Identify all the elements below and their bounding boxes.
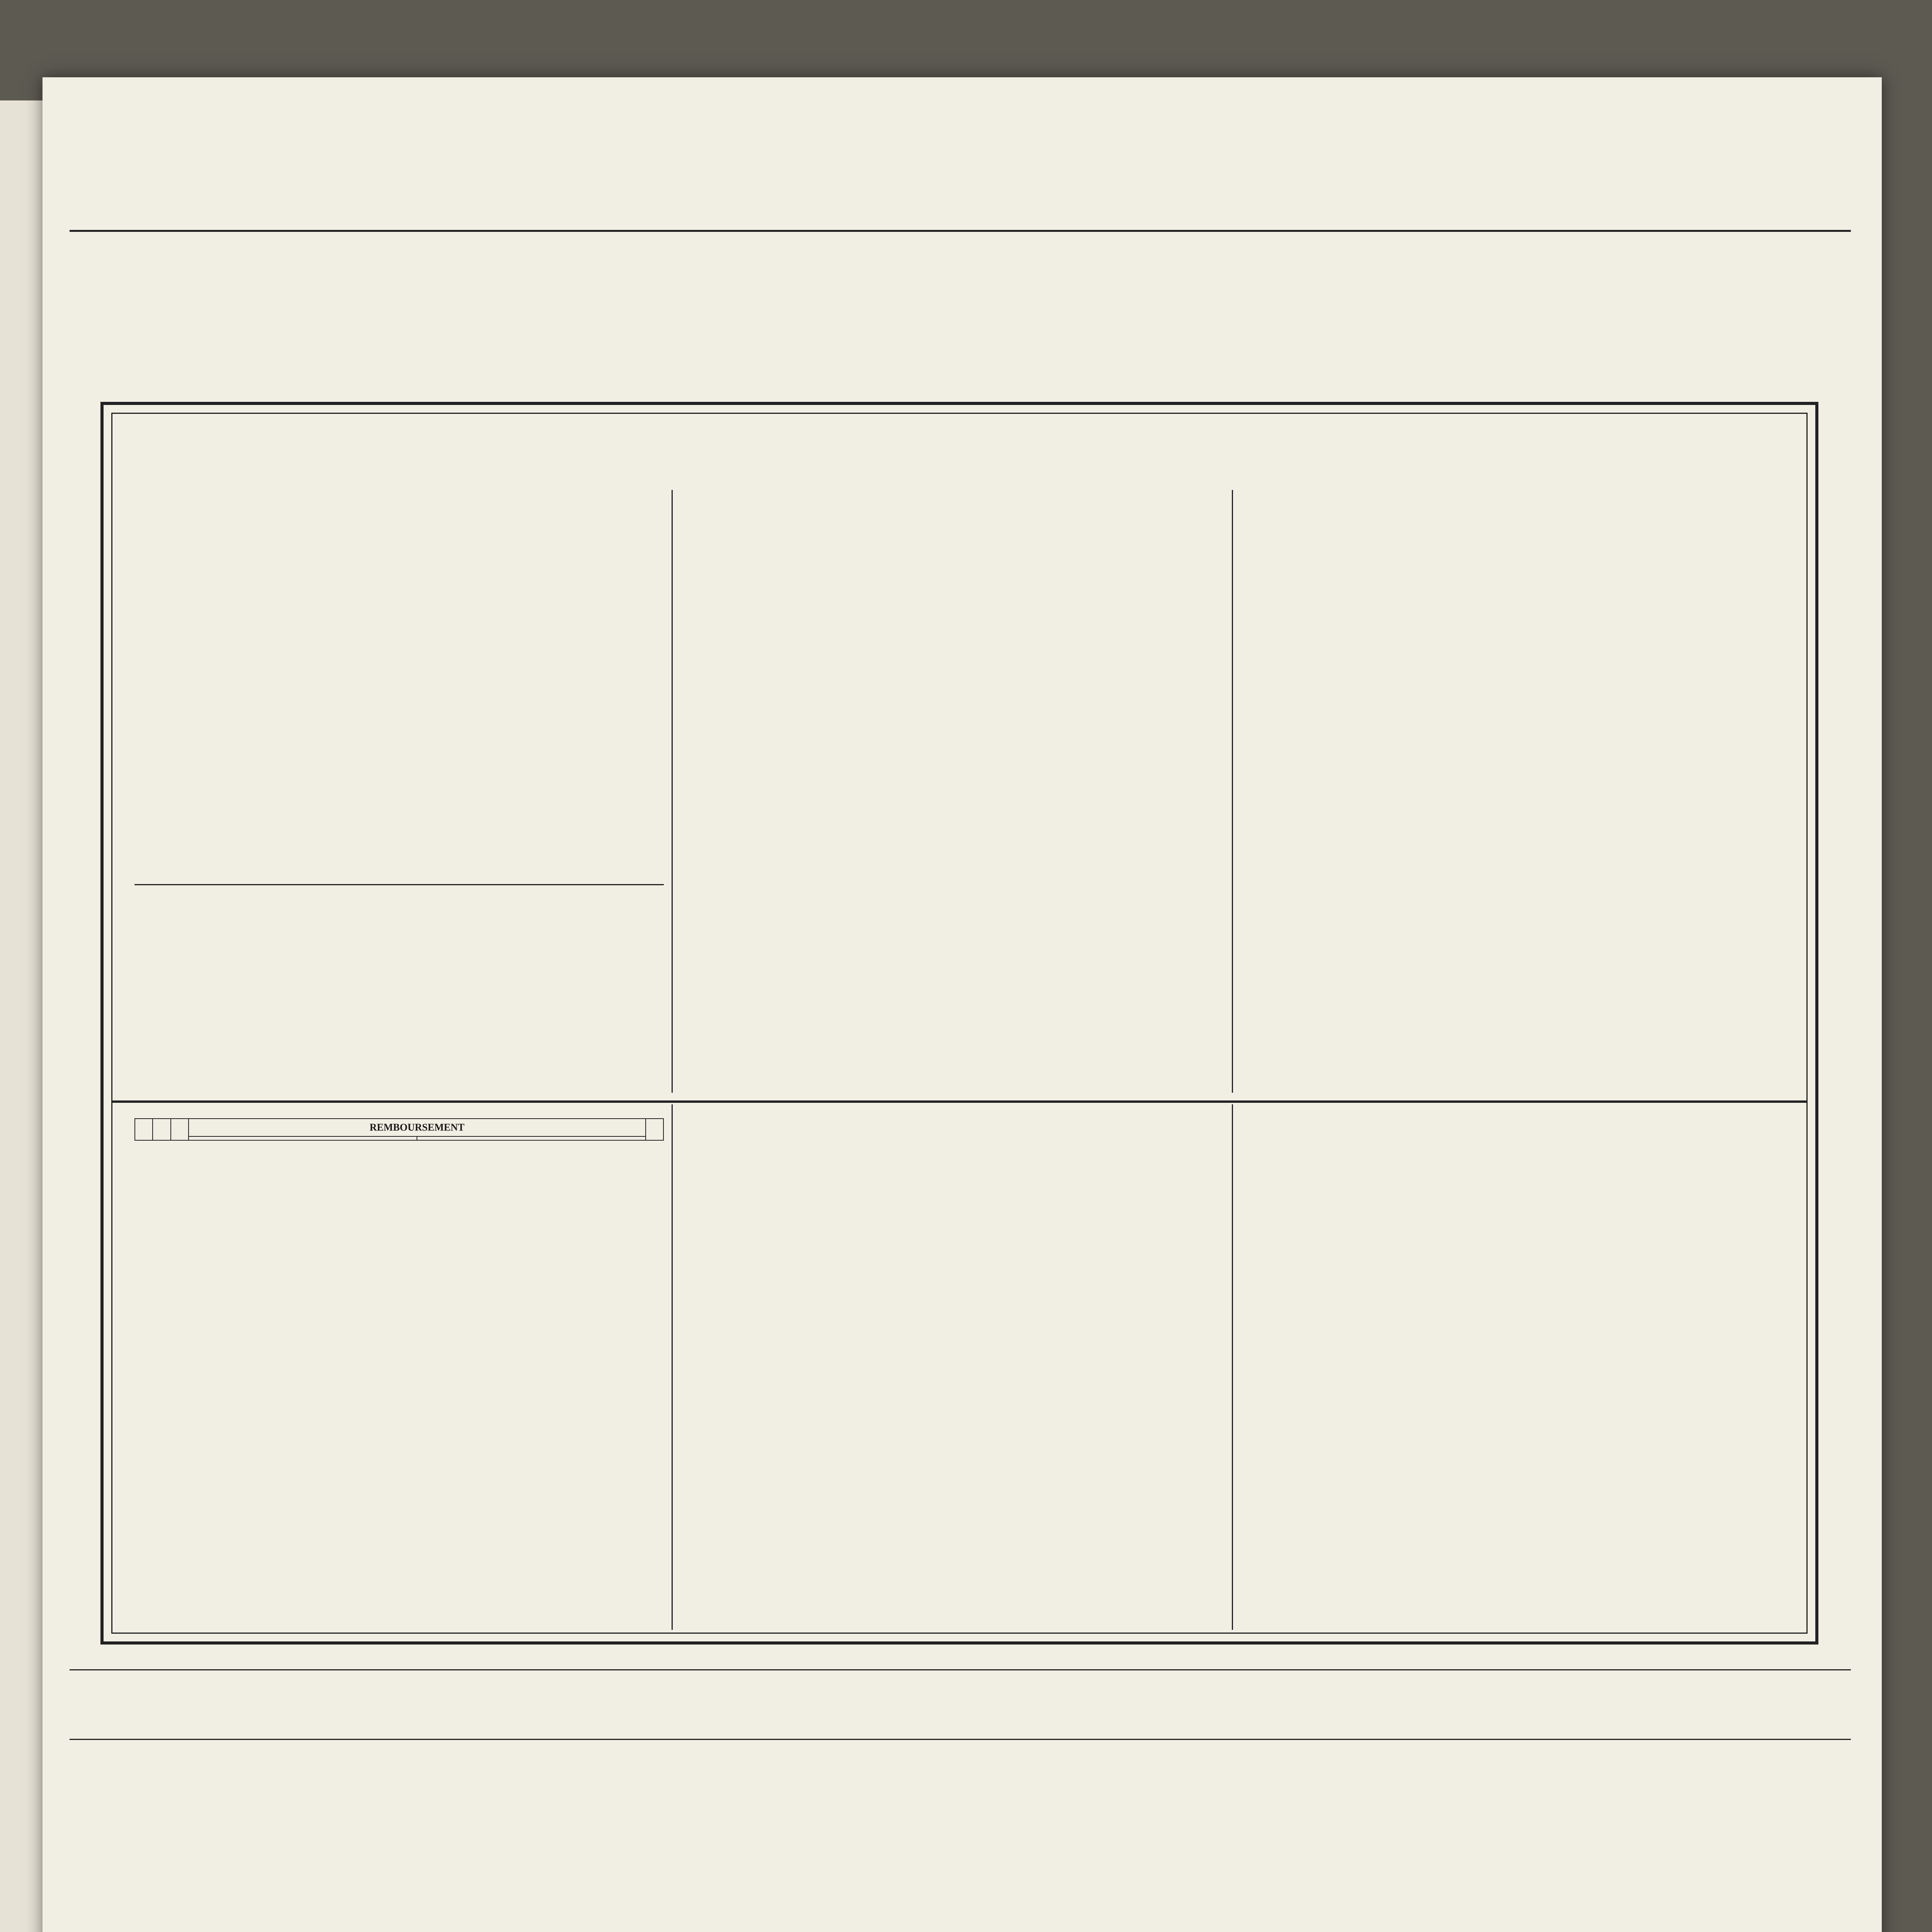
section-divider	[134, 884, 664, 885]
column-header	[153, 1119, 170, 1140]
column-divider	[1232, 1104, 1233, 1630]
header-rule	[70, 230, 1851, 232]
convocations-section	[683, 1112, 1224, 1630]
valeurs-tunisiennes-section	[683, 861, 1224, 1093]
section-rule	[70, 1739, 1851, 1740]
page-header	[70, 201, 1851, 224]
column-header	[135, 1119, 153, 1140]
livraisons-section	[134, 888, 664, 1089]
valeurs-belges-section	[683, 737, 1224, 853]
tirages-section	[134, 1112, 664, 1622]
column-header	[417, 1136, 645, 1140]
adjacent-page-edge	[0, 100, 43, 1932]
column-header-group: REMBOURSEMENT	[189, 1119, 646, 1136]
frame-horizontal-divider	[111, 1100, 1808, 1103]
column-header	[171, 1119, 189, 1140]
column-divider	[1232, 490, 1233, 1093]
convocations-continued	[1243, 1112, 1784, 1630]
column-header	[646, 1119, 663, 1140]
tirages-table	[134, 1118, 664, 1141]
section-rule	[70, 1669, 1851, 1670]
column-divider	[672, 490, 673, 1093]
newspaper-page	[43, 77, 1882, 1932]
table-header-row	[135, 1119, 663, 1136]
table-header-row	[135, 1136, 663, 1140]
estampilles-section	[134, 490, 664, 880]
stop-orders-section	[683, 490, 1224, 730]
column-header	[189, 1136, 417, 1140]
column-divider	[672, 1104, 673, 1630]
avis-decisions-frame	[100, 402, 1818, 1645]
valeurs-italiennes-section	[1243, 490, 1784, 1093]
